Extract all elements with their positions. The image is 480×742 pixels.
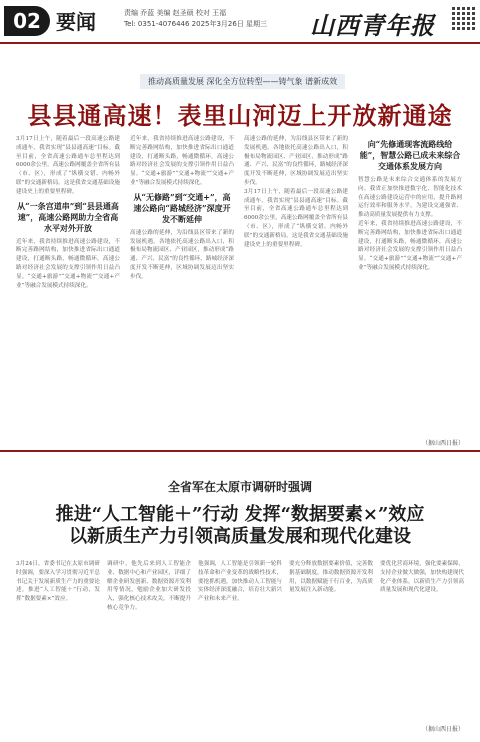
paragraph: 智慧公路是未来综合交通体系的发展方向。我省正加快推进数字化、智能化技术在高速公路建设运营中的应用，提升路网运行效率和服务水平，为建设交通强省、推动高质量发展提供有力支撑。: [358, 177, 462, 219]
bottom-article-credit: （据山西日报）: [421, 726, 464, 733]
paragraph: 近年来，我省持续推进高速公路建设，不断完善路网结构，加快推进省际出口通道建设，打通断头路，畅通微循环，高速公路对经济社会发展的支撑引领作用日益凸显。“交通+旅游”“交通+物流”“交通+产业”等融合发展模式持续深化。: [358, 220, 462, 271]
article-column: 要充分释放数据要素价值，完善数据基础制度，推动数据资源开发利用，以数据赋能千行百业，为高质量发展注入新动能。: [289, 561, 373, 594]
subhead: 从“无修路”到“交通+”，高速公路向“路城经济”深度开发不断延伸: [133, 191, 231, 224]
paragraph: 3月17日上午，随着最后一段高速公路建成通车，我省实现“县县通高速”目标。截至目前，全省高速公路通车总里程达到6000余公里，高速公路网覆盖全省所有县（市、区），形成了“纵横交错、内畅外联”的交通新格局。这是我省交通基础设施建设史上的重要里程碑。: [244, 188, 348, 248]
subhead: 从“一条宫道串”到“县县通高速”，高速公路网助力全省高水平对外开放: [17, 200, 119, 233]
contact-line: Tel: 0351-4076446 2025年3月26日 星期三: [124, 20, 268, 28]
section-divider: [0, 450, 480, 452]
bottom-headline-line1: 推进“人工智能＋”行动 发挥“数据要素×”效应: [55, 504, 425, 525]
paragraph: 近年来，我省持续推进高速公路建设，不断完善路网结构，加快推进省际出口通道建设，打通断头路，畅通微循环，高速公路对经济社会发展的支撑引领作用日益凸显。“交通+旅游”“交通+物流”“交通+产业”等融合发展模式持续深化。: [16, 238, 120, 289]
article-column: [358, 135, 462, 447]
top-banner: 推动高质量发展 深化全方位转型——铸气象 谱新成效: [140, 74, 345, 89]
section-title: 要闻: [56, 10, 96, 34]
paragraph: 近年来，我省持续推进高速公路建设，不断完善路网结构，加快推进省际出口通道建设，打通断头路，畅通微循环，高速公路对经济社会发展的支撑引领作用日益凸显。“交通+旅游”“交通+物流”“交通+产业”等融合发展模式持续深化。: [130, 136, 234, 186]
newspaper-masthead: 山西青年报: [310, 11, 435, 40]
article-column: [244, 135, 348, 447]
subhead: 向“先修通现客流路线给能”，智慧公路已成未来综合交通体系发展方向: [359, 139, 461, 171]
bottom-article-body: [16, 560, 464, 732]
paragraph: 3月17日上午，随着最后一段高速公路建成通车，我省实现“县县通高速”目标。截至目前，全省高速公路通车总里程达到6000余公里，高速公路网覆盖全省所有县（市、区），形成了“纵横交错、内畅外联”的交通新格局。这是我省交通基础设施建设史上的重要里程碑。: [16, 136, 120, 195]
top-headline: 县县通高速！表里山河迈上开放新通途: [27, 101, 453, 130]
article-column: 他强调，人工智能是引领新一轮科技革命和产业变革的战略性技术，要抢抓机遇，加快推动人工智能与实体经济深度融合，培育壮大新兴产业和未来产业。: [198, 561, 282, 603]
article-column: [130, 135, 234, 447]
editors-line: 责编 乔蓝 美编 赵圣硕 校对 王福: [124, 9, 227, 17]
article-column: 调研中，他先后来到人工智能企业、数据中心和产业园区，详细了解企业研发创新、数据资源开发利用等情况，勉励企业加大研发投入，强化核心技术攻关，不断提升核心竞争力。: [107, 561, 191, 611]
article-column: 要优化营商环境，强化要素保障，支持企业做大做强，加快构建现代化产业体系，以新质生产力引领高质量发展和现代化建设。: [380, 561, 464, 594]
bottom-headline: [0, 504, 480, 548]
top-article-credit: （据山西日报）: [421, 440, 464, 447]
header-meta: [124, 8, 267, 30]
article-column: 3月24日，省委书记在太原市调研时强调，要深入学习贯彻习近平总书记关于发展新质生产力的重要论述，推进“人工智能＋”行动，发挥“数据要素×”效应。: [16, 561, 100, 603]
top-article-body: [16, 135, 464, 447]
page-header: [0, 0, 480, 44]
paragraph: 高速公路的延伸，为沿线县区带来了新的发展机遇。各地依托高速公路出入口，积极布局物流园区、产业园区，推动形成“路通、产兴、民富”的良性循环，路城经济深度开发不断延伸，区域协调发展迈出坚实步伐。: [244, 136, 348, 186]
page-number: 02: [4, 6, 50, 36]
bottom-kicker: 全省军在太原市调研时强调: [167, 480, 312, 494]
article-column: [16, 135, 120, 447]
bottom-headline-line2: 以新质生产力引领高质量发展和现代化建设: [69, 526, 411, 547]
paragraph: 高速公路的延伸，为沿线县区带来了新的发展机遇。各地依托高速公路出入口，积极布局物流园区、产业园区，推动形成“路通、产兴、民富”的良性循环，路城经济深度开发不断延伸，区域协调发展迈出坚实步伐。: [130, 229, 234, 280]
qr-code-overlay: [452, 6, 476, 30]
